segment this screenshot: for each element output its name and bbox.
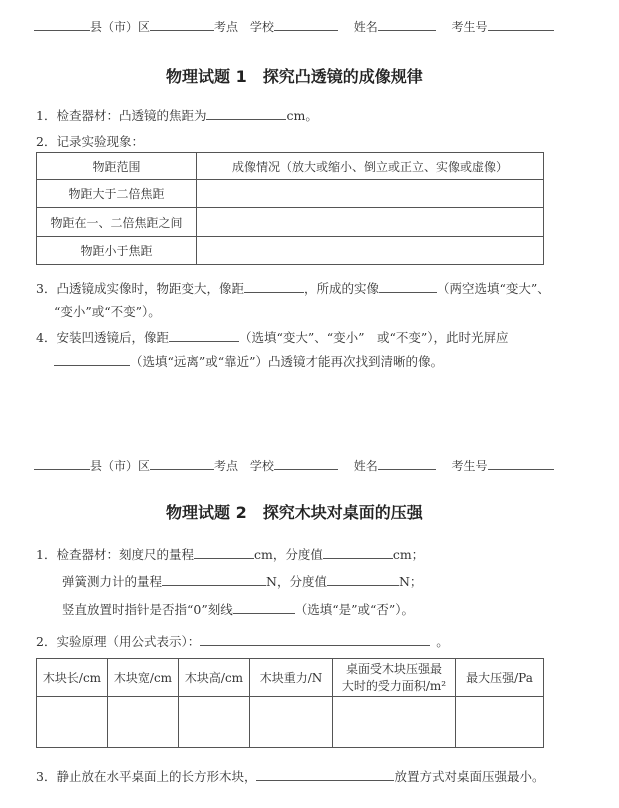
- school-label: 学校: [249, 20, 274, 34]
- exam-no-blank[interactable]: [488, 457, 554, 470]
- school-label: 学校: [249, 459, 274, 473]
- test1-q4-line1: 4．安装凹透镜后，像距 （选填“变大”、“变小” 或“不变”），此时光屏应: [36, 330, 509, 345]
- table-answer-cell[interactable]: [108, 697, 179, 748]
- real-image-blank[interactable]: [379, 280, 437, 293]
- formula-blank[interactable]: [200, 633, 430, 646]
- exam-site-blank[interactable]: [150, 457, 214, 470]
- ruler-division-blank[interactable]: [323, 546, 393, 559]
- county-blank[interactable]: [34, 457, 90, 470]
- table-answer-cell[interactable]: [197, 237, 544, 265]
- school-blank[interactable]: [274, 18, 338, 31]
- table-answer-cell[interactable]: [37, 697, 108, 748]
- table-answer-cell[interactable]: [250, 697, 333, 748]
- county-label: 县（市）区: [90, 459, 151, 473]
- table-header: 最大压强/Pa: [456, 659, 544, 697]
- exam-no-blank[interactable]: [488, 18, 554, 31]
- county-blank[interactable]: [34, 18, 90, 31]
- table-header: 木块长/cm: [37, 659, 108, 697]
- focal-length-blank[interactable]: [206, 107, 286, 120]
- header-row-2: [34, 457, 554, 474]
- exam-site-blank[interactable]: [150, 18, 214, 31]
- table-header: 物距范围: [37, 153, 197, 180]
- table-row-label: 物距大于二倍焦距: [37, 180, 197, 208]
- exam-site-label: 考点: [214, 459, 239, 473]
- name-blank[interactable]: [378, 18, 436, 31]
- test1-q2: 2．记录实验现象：: [36, 134, 144, 149]
- test2-table: [36, 658, 544, 748]
- table-header: 木块高/cm: [179, 659, 250, 697]
- table-row-label: 物距在一、二倍焦距之间: [37, 208, 197, 237]
- table-header: 桌面受木块压强最 大时的受力面积/m²: [333, 659, 456, 697]
- exam-no-label: 考生号: [451, 459, 488, 473]
- test1-table: [36, 152, 544, 265]
- exam-site-label: 考点: [214, 20, 239, 34]
- table-answer-cell[interactable]: [456, 697, 544, 748]
- table-header: 木块重力/N: [250, 659, 333, 697]
- test1-q1: 1．检查器材：凸透镜的焦距为 cm。: [36, 108, 318, 123]
- spring-division-blank[interactable]: [327, 573, 399, 586]
- exam-no-label: 考生号: [451, 20, 488, 34]
- test2-q1-line2: 弹簧测力计的量程 N，分度值 N；: [62, 574, 423, 589]
- name-blank[interactable]: [378, 457, 436, 470]
- county-label: 县（市）区: [90, 20, 151, 34]
- table-answer-cell[interactable]: [197, 180, 544, 208]
- test1-q3-line2: “变小”或“不变”）。: [54, 304, 161, 319]
- table-answer-cell[interactable]: [179, 697, 250, 748]
- spring-range-blank[interactable]: [162, 573, 266, 586]
- name-label: 姓名: [353, 20, 378, 34]
- table-header: 成像情况（放大或缩小、倒立或正立、实像或虚像）: [197, 153, 544, 180]
- test1-q3-line1: 3．凸透镜成实像时，物距变大，像距 ，所成的实像 （两空选填“变大”、: [36, 281, 550, 296]
- test2-q1-line3: 竖直放置时指针是否指“0”刻线 （选填“是”或“否”）。: [62, 602, 415, 617]
- test2-q2: 2．实验原理（用公式表示）： 。: [36, 634, 449, 649]
- table-row-label: 物距小于焦距: [37, 237, 197, 265]
- test2-q1-line1: 1．检查器材：刻度尺的量程 cm，分度值 cm；: [36, 547, 425, 562]
- placement-blank[interactable]: [256, 768, 394, 781]
- test2-q3: 3．静止放在水平桌面上的长方形木块， 放置方式对桌面压强最小。: [36, 769, 545, 784]
- image-distance-blank[interactable]: [244, 280, 304, 293]
- table-answer-cell[interactable]: [197, 208, 544, 237]
- school-blank[interactable]: [274, 457, 338, 470]
- table-answer-cell[interactable]: [333, 697, 456, 748]
- test1-title: 物理试题 1 探究凸透镜的成像规律: [166, 67, 423, 86]
- test2-title: 物理试题 2 探究木块对桌面的压强: [166, 503, 423, 522]
- header-row-1: [34, 18, 554, 35]
- ruler-range-blank[interactable]: [194, 546, 254, 559]
- name-label: 姓名: [353, 459, 378, 473]
- concave-image-distance-blank[interactable]: [169, 329, 239, 342]
- table-header: 木块宽/cm: [108, 659, 179, 697]
- zero-line-blank[interactable]: [233, 601, 295, 614]
- test1-q4-line2: （选填“远离”或“靠近”）凸透镜才能再次找到清晰的像。: [54, 352, 443, 370]
- screen-direction-blank[interactable]: [54, 353, 130, 366]
